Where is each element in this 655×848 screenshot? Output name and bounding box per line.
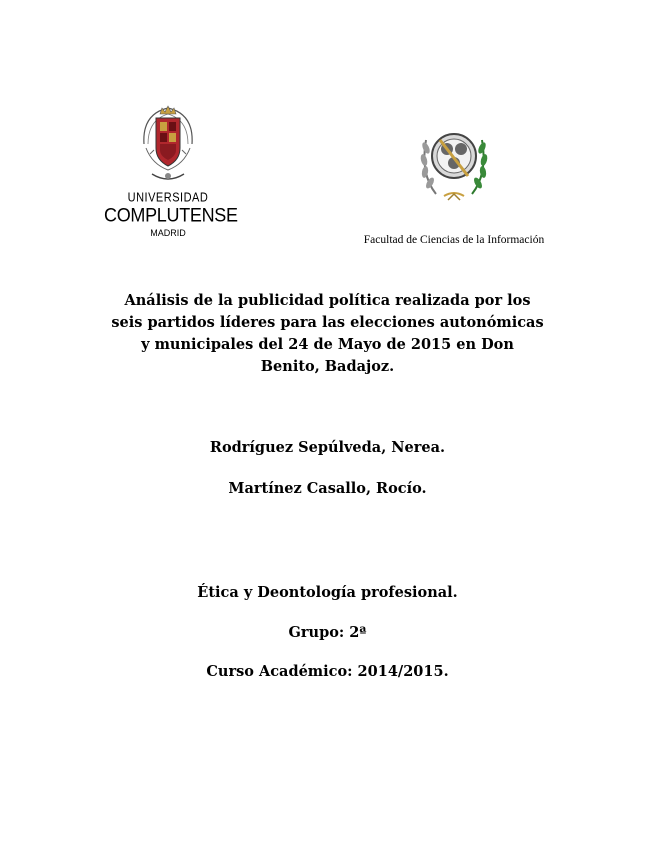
fci-caption: Facultad de Ciencias de la Información — [363, 234, 545, 246]
ucm-name-line3: MADRID — [150, 228, 186, 238]
document-title: Análisis de la publicidad política realizada por los seis partidos líderes para las elecciones autonómicas y municipales del 24 de Mayo de 2015 en Don Benito, Badajoz. — [111, 292, 544, 375]
subject-line: Ética y Deontología profesional. — [197, 584, 458, 601]
ucm-logo — [104, 104, 238, 244]
author-1: Rodríguez Sepúlveda, Nerea. — [209, 439, 446, 456]
academic-year-line: Curso Académico: 2014/2015. — [206, 663, 449, 680]
fci-logo — [356, 118, 552, 248]
author-2: Martínez Casallo, Rocío. — [228, 480, 427, 497]
ucm-name-line1: UNIVERSIDAD — [127, 191, 209, 205]
ucm-crest-icon — [138, 104, 198, 190]
fci-emblem-icon — [414, 118, 494, 204]
ucm-name-line2: COMPLUTENSE — [104, 203, 238, 226]
group-line: Grupo: 2ª — [288, 624, 367, 641]
